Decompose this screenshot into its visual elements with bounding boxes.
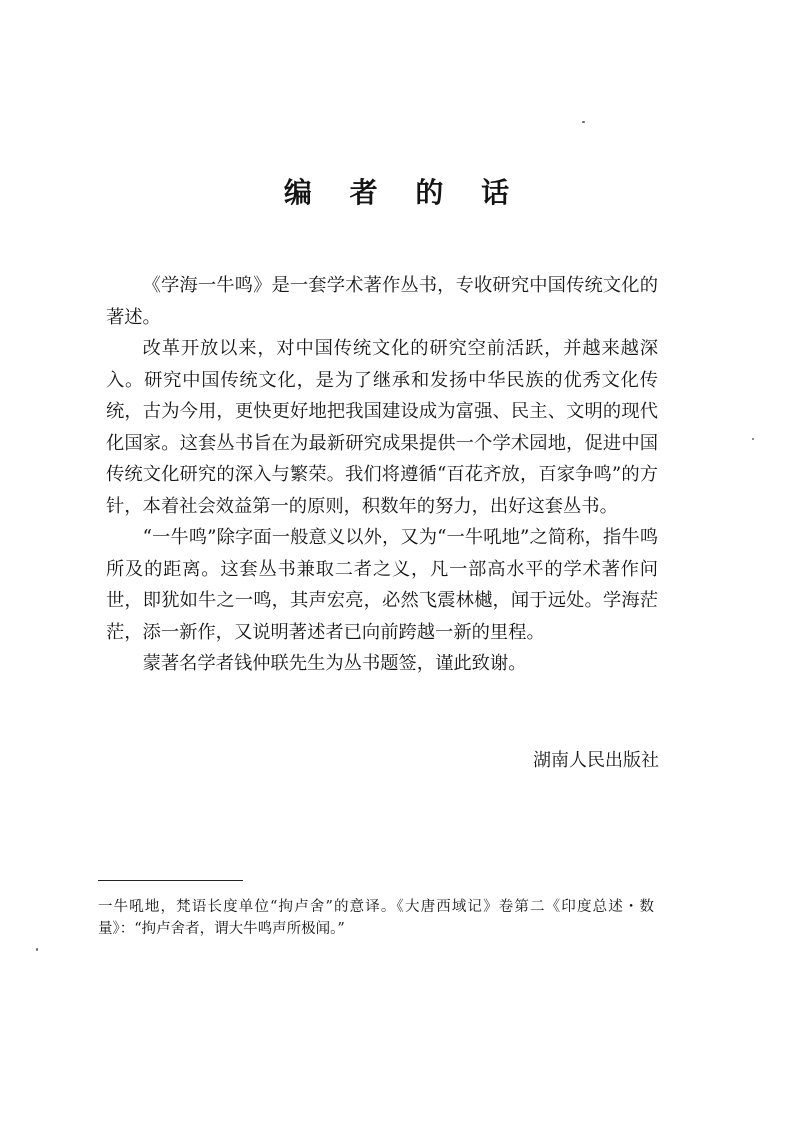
scan-speck bbox=[752, 438, 754, 440]
scan-speck bbox=[582, 121, 585, 123]
paragraph-2: 改革开放以来，对中国传统文化的研究空前活跃，并越来越深入。研究中国传统文化，是为了继承和发扬中华民族的优秀文化传统，古为今用，更快更好地把我国建设成为富强、民主、文明的现代化国家。这套丛书旨在为最新研究成果提供一个学术园地，促进中国传统文化研究的深入与繁荣。我们将遵循“百花齐放，百家争鸣”的方针，本着社会效益第一的原则，积数年的努力，出好这套丛书。 bbox=[106, 338, 658, 517]
footnote-divider bbox=[98, 880, 243, 881]
scan-speck bbox=[36, 948, 38, 951]
footnote: 一牛吼地，梵语长度单位“拘卢舍”的意译。《大唐西域记》卷第二《印度总述・数量》：“拘卢舍者，谓大牛鸣声所极闻。” bbox=[98, 899, 654, 937]
body-text bbox=[106, 270, 658, 680]
paragraph-4: 蒙著名学者钱仲联先生为丛书题签，谨此致谢。 bbox=[142, 653, 527, 674]
paragraph-1: 《学海一牛鸣》是一套学术著作丛书，专收研究中国传统文化的著述。 bbox=[106, 275, 658, 328]
publisher-signature: 湖南人民出版社 bbox=[533, 750, 659, 771]
paragraph-3: “一牛鸣”除字面一般意义以外，又为“一牛吼地”之简称，指牛鸣所及的距离。这套丛书兼取二者之义，凡一部高水平的学术著作问世，即犹如牛之一鸣，其声宏亮，必然飞震林樾，闻于远处。学海茫茫，添一新作，又说明著述者已向前跨越一新的里程。 bbox=[106, 527, 658, 643]
page-title: 编 者 的 话 bbox=[283, 176, 524, 209]
